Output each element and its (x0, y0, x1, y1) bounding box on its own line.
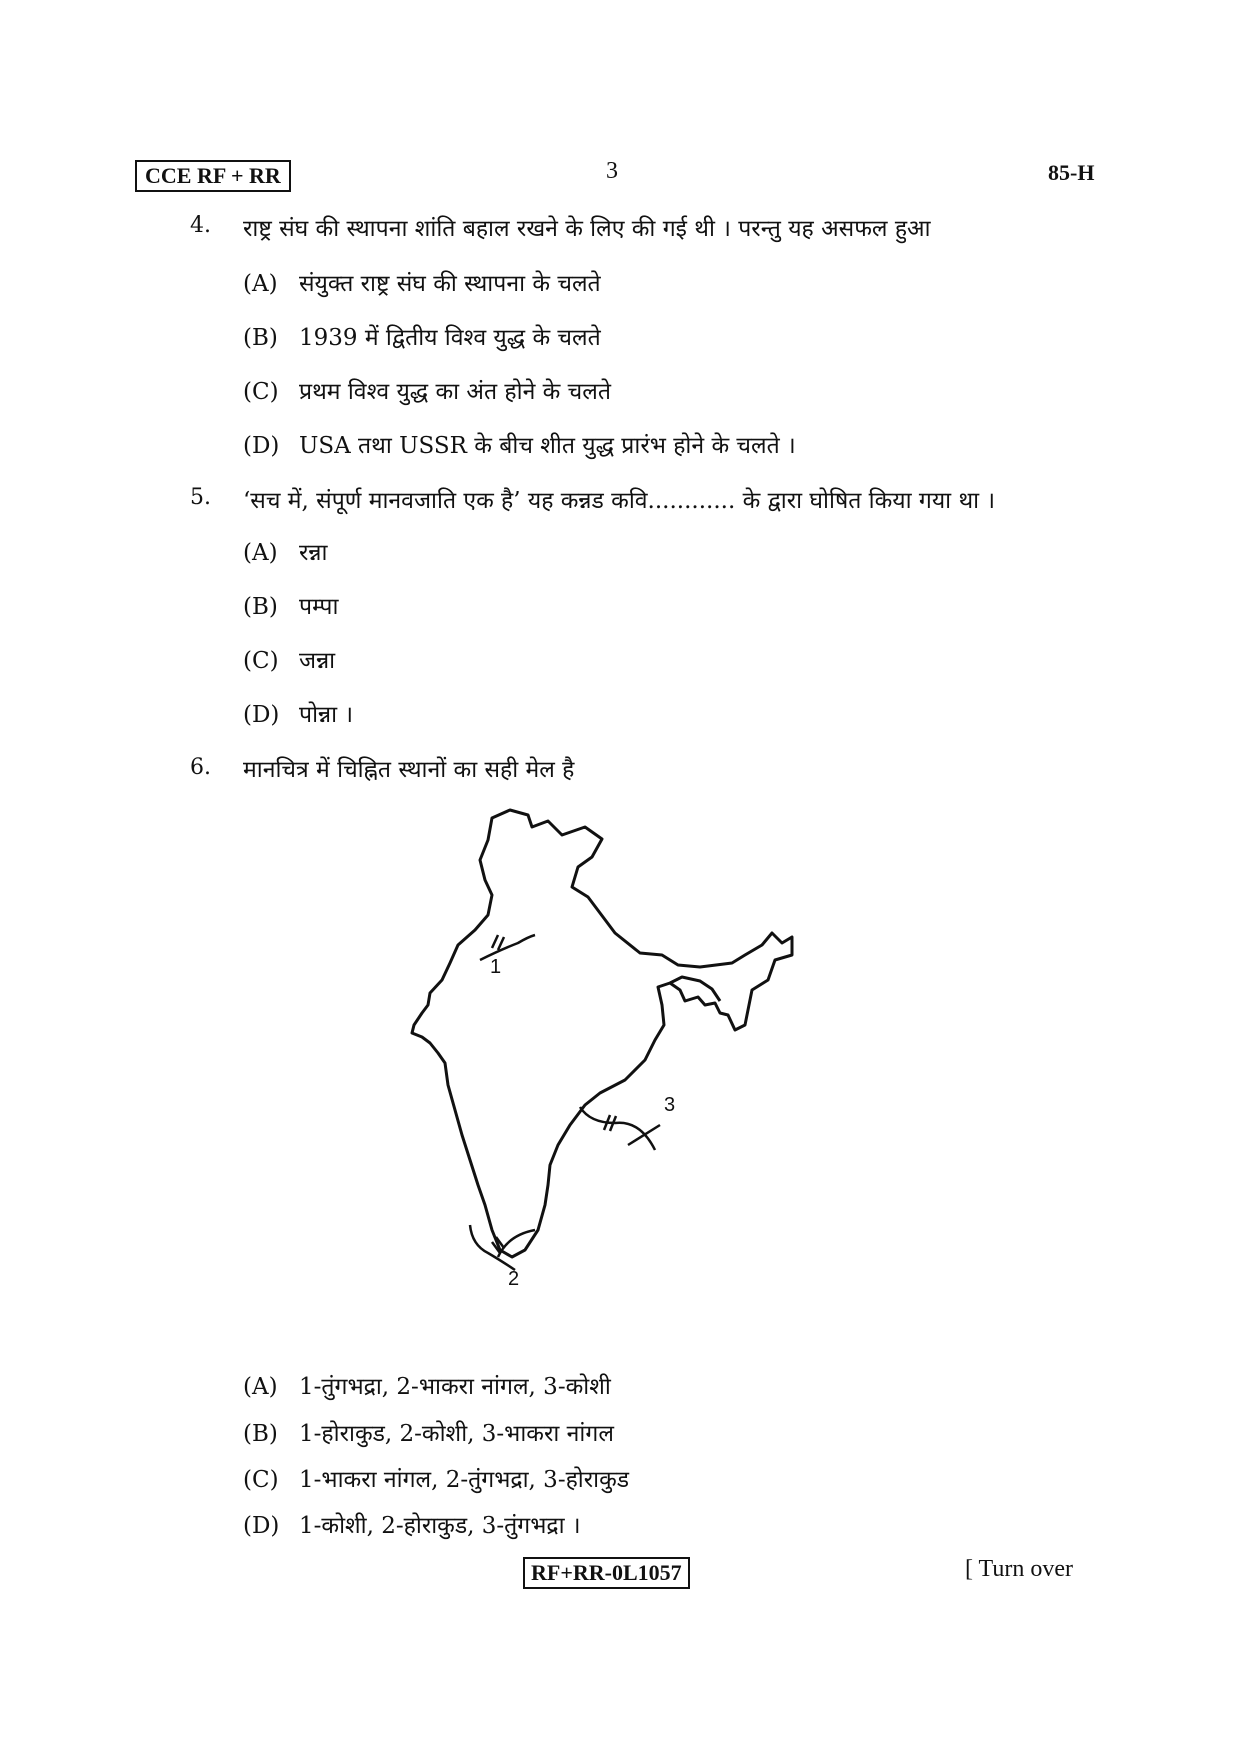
option-text: जन्ना (299, 648, 336, 674)
option-label: (A) (243, 540, 278, 566)
question-6-option-c (243, 1462, 629, 1494)
question-5-option-b (243, 589, 338, 621)
question-4-option-a (243, 266, 601, 298)
question-4-text: राष्ट्र संघ की स्थापना शांति बहाल रखने के लिए की गई थी । परन्तु यह असफल हुआ (243, 216, 931, 242)
option-text: प्रथम विश्व युद्ध का अंत होने के चलते (299, 379, 611, 405)
question-6-number: 6. (190, 755, 211, 780)
question-6-option-b (243, 1416, 614, 1448)
question-5-text: ‘सच में, संपूर्ण मानवजाति एक है’ यह कन्नड कवि............ के द्वारा घोषित किया गया था । (243, 488, 996, 514)
option-text: 1-होराकुड, 2-कोशी, 3-भाकरा नांगल (299, 1421, 614, 1447)
question-5-option-a (243, 535, 327, 567)
question-6-option-a (243, 1369, 611, 1401)
page-number: 3 (606, 158, 618, 184)
option-label: (C) (243, 379, 279, 405)
option-text: 1939 में द्वितीय विश्व युद्ध के चलते (299, 325, 601, 351)
map-label-3: 3 (664, 1094, 676, 1116)
option-label: (B) (243, 594, 278, 620)
question-4-number: 4. (190, 213, 211, 238)
option-text: 1-कोशी, 2-होराकुड, 3-तुंगभद्रा । (299, 1513, 581, 1539)
option-text: रन्ना (299, 540, 328, 566)
option-label: (A) (243, 1374, 278, 1400)
option-label: (D) (243, 702, 280, 728)
map-label-2: 2 (508, 1268, 520, 1290)
india-outline (412, 810, 792, 1257)
option-text: USA तथा USSR के बीच शीत युद्ध प्रारंभ होने के चलते । (299, 433, 796, 459)
dam-mark-1 (492, 935, 504, 950)
turn-over-note: [ Turn over (965, 1556, 1074, 1582)
footer-code-box: RF+RR-0L1057 (523, 1557, 690, 1589)
option-label: (C) (243, 1467, 279, 1493)
option-label: (D) (243, 433, 280, 459)
option-label: (B) (243, 325, 278, 351)
river-3 (580, 1107, 655, 1150)
option-text: पम्पा (299, 594, 339, 620)
option-text: 1-भाकरा नांगल, 2-तुंगभद्रा, 3-होराकुड (299, 1467, 630, 1493)
map-label-1: 1 (490, 956, 502, 978)
option-label: (C) (243, 648, 279, 674)
question-6-option-d (243, 1508, 581, 1540)
question-4-option-d (243, 428, 796, 460)
option-text: संयुक्त राष्ट्र संघ की स्थापना के चलते (299, 271, 601, 297)
india-map (400, 805, 900, 1325)
river-1 (480, 935, 535, 960)
paper-code-box: CCE RF + RR (135, 160, 291, 192)
subject-code: 85-H (1048, 160, 1095, 185)
question-5-option-d (243, 697, 353, 729)
option-label: (A) (243, 271, 278, 297)
question-6-text: मानचित्र में चिह्नित स्थानों का सही मेल है (243, 757, 575, 783)
question-5-option-c (243, 643, 335, 675)
option-label: (B) (243, 1421, 278, 1447)
question-5-number: 5. (190, 485, 211, 510)
question-4-option-c (243, 374, 611, 406)
question-4-option-b (243, 320, 601, 352)
option-label: (D) (243, 1513, 280, 1539)
option-text: पोन्ना । (299, 702, 354, 728)
option-text: 1-तुंगभद्रा, 2-भाकरा नांगल, 3-कोशी (299, 1374, 611, 1400)
river-3-cross (628, 1125, 660, 1145)
